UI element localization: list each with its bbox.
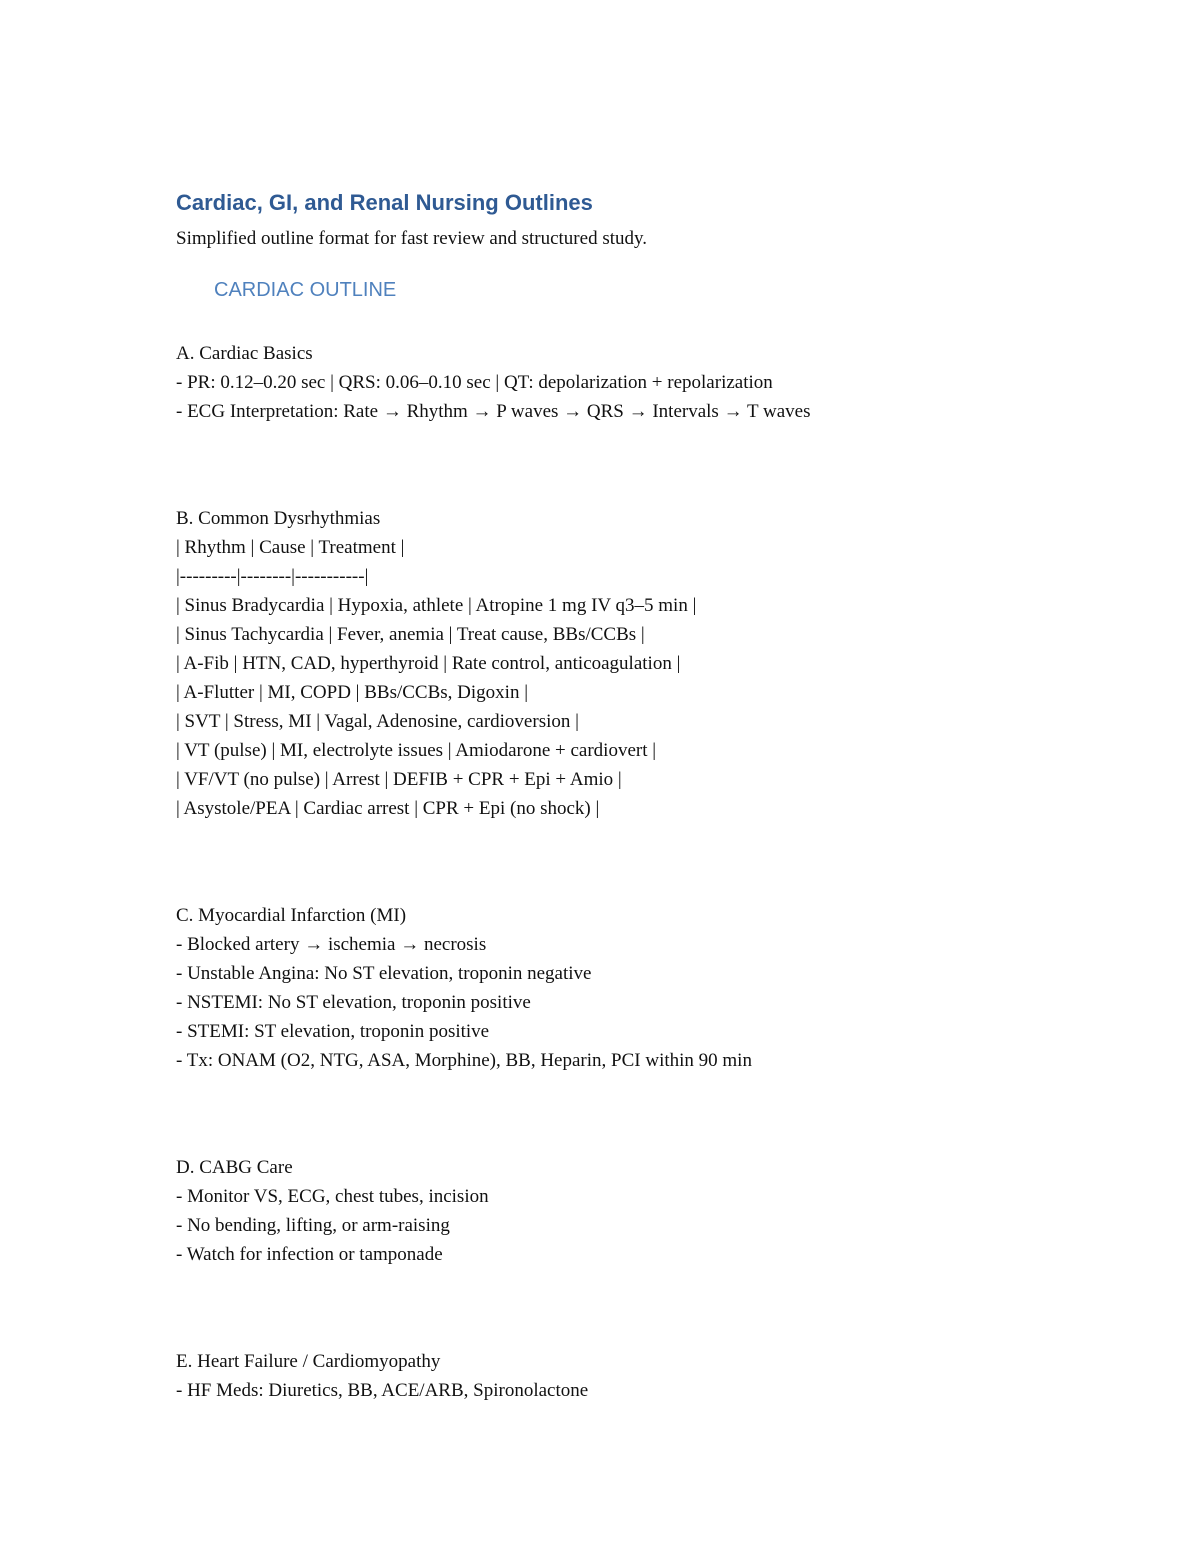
- subsection-heading: B. Common Dysrhythmias: [176, 508, 381, 529]
- table-row: | A-Flutter | MI, COPD | BBs/CCBs, Digoxin |: [176, 682, 528, 703]
- list-item: - Monitor VS, ECG, chest tubes, incision: [176, 1186, 489, 1207]
- list-item: - Tx: ONAM (O2, NTG, ASA, Morphine), BB, Heparin, PCI within 90 min: [176, 1050, 752, 1071]
- subsection-heading: E. Heart Failure / Cardiomyopathy: [176, 1351, 441, 1372]
- subsection-heading: C. Myocardial Infarction (MI): [176, 905, 407, 926]
- table-row: | Asystole/PEA | Cardiac arrest | CPR + Epi (no shock) |: [176, 798, 600, 819]
- section-heading-cardiac-outline: CARDIAC OUTLINE: [214, 279, 397, 301]
- table-row: | A-Fib | HTN, CAD, hyperthyroid | Rate control, anticoagulation |: [176, 653, 681, 674]
- table-row: | VF/VT (no pulse) | Arrest | DEFIB + CPR + Epi + Amio |: [176, 769, 622, 790]
- table-header-row: | Rhythm | Cause | Treatment |: [176, 537, 405, 558]
- document-title: Cardiac, GI, and Renal Nursing Outlines: [176, 190, 593, 215]
- section-myocardial-infarction: [176, 901, 752, 1075]
- section-cardiac-basics: [176, 339, 810, 426]
- list-item: - STEMI: ST elevation, troponin positive: [176, 1021, 490, 1042]
- list-item: - HF Meds: Diuretics, BB, ACE/ARB, Spironolactone: [176, 1380, 589, 1401]
- subsection-heading: A. Cardiac Basics: [176, 343, 313, 364]
- list-item: - Unstable Angina: No ST elevation, troponin negative: [176, 963, 592, 984]
- table-row: | VT (pulse) | MI, electrolyte issues | Amiodarone + cardiovert |: [176, 740, 657, 761]
- section-heart-failure: [176, 1347, 588, 1405]
- list-item: - PR: 0.12–0.20 sec | QRS: 0.06–0.10 sec | QT: depolarization + repolarization: [176, 372, 773, 393]
- subsection-heading: D. CABG Care: [176, 1157, 293, 1178]
- list-item: - Blocked artery → ischemia → necrosis: [176, 934, 487, 955]
- section-common-dysrhythmias: [176, 504, 696, 823]
- table-row: | SVT | Stress, MI | Vagal, Adenosine, cardioversion |: [176, 711, 579, 732]
- list-item: - Watch for infection or tamponade: [176, 1244, 443, 1265]
- table-separator: |---------|--------|-----------|: [176, 566, 369, 587]
- list-item: - NSTEMI: No ST elevation, troponin positive: [176, 992, 531, 1013]
- list-item: - ECG Interpretation: Rate → Rhythm → P waves → QRS → Intervals → T waves: [176, 401, 811, 422]
- table-row: | Sinus Tachycardia | Fever, anemia | Treat cause, BBs/CCBs |: [176, 624, 645, 645]
- document-subtitle: Simplified outline format for fast review and structured study.: [176, 228, 648, 249]
- table-row: | Sinus Bradycardia | Hypoxia, athlete | Atropine 1 mg IV q3–5 min |: [176, 595, 697, 616]
- section-cabg-care: [176, 1153, 489, 1269]
- list-item: - No bending, lifting, or arm-raising: [176, 1215, 450, 1236]
